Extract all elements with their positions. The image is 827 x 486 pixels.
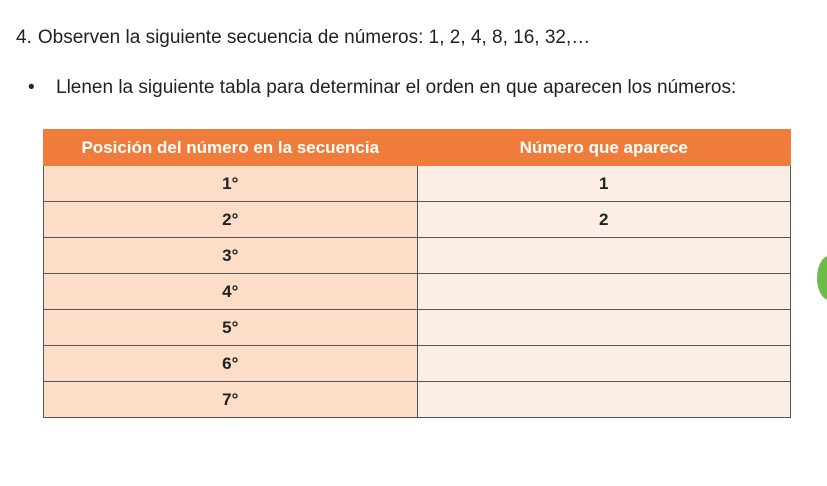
table-row: [44, 310, 791, 346]
instruction-text: Llenen la siguiente tabla para determinar el orden en que aparecen los números:: [56, 77, 737, 98]
instruction: [28, 76, 736, 100]
header-value: Número que aparece: [417, 130, 791, 166]
question-number: 4.: [16, 27, 32, 48]
position-cell: 5°: [44, 310, 418, 346]
table-row: [44, 382, 791, 418]
position-cell: 2°: [44, 202, 418, 238]
table-row: [44, 346, 791, 382]
table-row: [44, 238, 791, 274]
side-tab-decoration: [817, 256, 827, 300]
position-cell: 7°: [44, 382, 418, 418]
value-cell[interactable]: [417, 382, 791, 418]
bullet-icon: •: [28, 77, 35, 98]
header-position: Posición del número en la secuencia: [44, 130, 418, 166]
position-cell: 1°: [44, 166, 418, 202]
value-cell[interactable]: [417, 238, 791, 274]
position-cell: 6°: [44, 346, 418, 382]
table-header-row: [44, 130, 791, 166]
table-row: [44, 274, 791, 310]
value-cell[interactable]: [417, 346, 791, 382]
position-cell: 4°: [44, 274, 418, 310]
value-cell[interactable]: 1: [417, 166, 791, 202]
question-body: Observen la siguiente secuencia de números: 1, 2, 4, 8, 16, 32,…: [37, 27, 591, 48]
value-cell[interactable]: [417, 310, 791, 346]
position-cell: 3°: [44, 238, 418, 274]
table-row: [44, 166, 791, 202]
value-cell[interactable]: [417, 274, 791, 310]
table-row: [44, 202, 791, 238]
value-cell[interactable]: 2: [417, 202, 791, 238]
question-text: [16, 26, 590, 50]
sequence-table: [43, 129, 791, 418]
